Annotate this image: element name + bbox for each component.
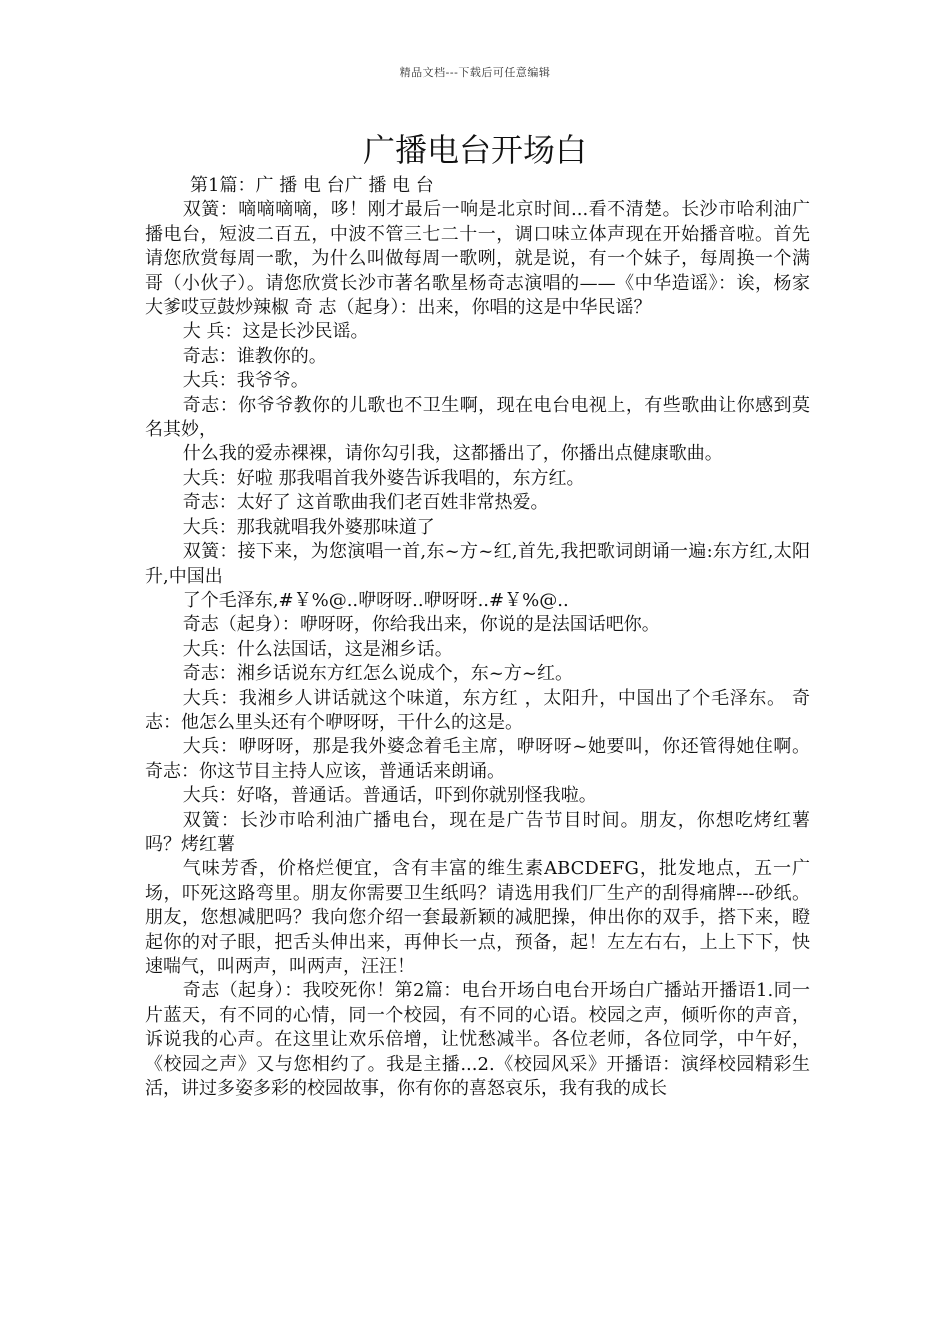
paragraph: 双簧：嘀嘀嘀嘀，哆！刚才最后一响是北京时间...看不清楚。长沙市哈利油广播电台，短波二百五，中波不管三七二十一，调口味立体声现在开始播音啦。首先请您欣赏每周一歌，为什么叫做每周一歌咧，就是说，有一个妹子，每周换一个满哥（小伙子）。请您欣赏长沙市著名歌星杨奇志演唱的——《中华造谣》：诶，杨家大爹哎豆鼓炒辣椒 奇 志（起身）：出来，你唱的这是中华民谣？: [145, 199, 810, 319]
paragraph: 奇志：谁教你的。: [182, 345, 327, 367]
paragraph: 大兵：好咯，普通话。普通话，吓到你就别怪我啦。: [182, 785, 597, 807]
document-body: [145, 174, 810, 1101]
paragraph: 什么我的爱赤裸裸，请你勾引我，这都播出了，你播出点健康歌曲。: [182, 443, 723, 465]
section-heading: 第1篇：广 播 电 台广 播 电 台: [190, 175, 434, 196]
paragraph: 双簧：长沙市哈利油广播电台，现在是广告节目时间。朋友，你想吃烤红薯吗？烤红薯: [145, 809, 810, 855]
paragraph: 双簧：接下来，为您演唱一首,东~方~红,首先,我把歌词朗诵一遍:东方红,太阳升,中国出: [145, 541, 810, 587]
paragraph: 大兵：我爷爷。: [182, 370, 309, 392]
header-note: 精品文档---下载后可任意编辑: [399, 66, 551, 79]
page-title: 广播电台开场白: [362, 131, 587, 169]
paragraph: 奇志（起身）：咿呀呀，你给我出来，你说的是法国话吧你。: [182, 614, 660, 636]
paragraph: 奇志：湘乡话说东方红怎么说成个，东~方~红。: [182, 663, 573, 685]
paragraph: 大兵：那我就唱我外婆那味道了: [182, 516, 435, 538]
paragraph: 大兵：好啦 那我唱首我外婆告诉我唱的，东方红。: [182, 467, 585, 489]
paragraph: 气味芳香，价格烂便宜，含有丰富的维生素ABCDEFG，批发地点，五一广场，吓死这路弯里。朋友你需要卫生纸吗？请选用我们厂生产的刮得痛牌---砂纸。朋友，您想减肥吗？我向您介绍一套最新颖的减肥操，伸出你的双手，搭下来，瞪起你的对子眼，把舌头伸出来，再伸长一点，预备，起！左左右右，上上下下，快速喘气，叫两声，叫两声，汪汪！: [145, 858, 810, 977]
paragraph: 奇志：太好了 这首歌曲我们老百姓非常热爱。: [182, 492, 549, 514]
paragraph: 大兵：咿呀呀，那是我外婆念着毛主席，咿呀呀~她要叫，你还管得她住啊。 奇志：你这节目主持人应该，普通话来朗诵。: [145, 736, 810, 782]
paragraph: 大 兵：这是长沙民谣。: [182, 321, 369, 343]
paragraph: 奇志（起身）：我咬死你！第2篇：电台开场白电台开场白广播站开播语1.同一片蓝天，有不同的心情，同一个校园，有不同的心语。校园之声，倾听你的声音，诉说我的心声。在这里让欢乐倍增，让忧愁减半。各位老师，各位同学，中午好，《校园之声》又与您相约了。我是主播...2.《校园风采》开播语：演绎校园精彩生活，讲过多姿多彩的校园故事，你有你的喜怒哀乐，我有我的成长: [145, 980, 810, 1100]
paragraph: 了个毛泽东,#￥%@..咿呀呀..咿呀呀..#￥%@..: [182, 589, 569, 611]
paragraph: 大兵：什么法国话，这是湘乡话。: [182, 638, 453, 660]
paragraph: 奇志：你爷爷教你的儿歌也不卫生啊，现在电台电视上，有些歌曲让你感到莫名其妙，: [145, 394, 810, 441]
paragraph: 大兵：我湘乡人讲话就这个味道，东方红 ，太阳升，中国出了个毛泽东。 奇志：他怎么里头还有个咿呀呀，干什么的这是。: [145, 687, 810, 733]
